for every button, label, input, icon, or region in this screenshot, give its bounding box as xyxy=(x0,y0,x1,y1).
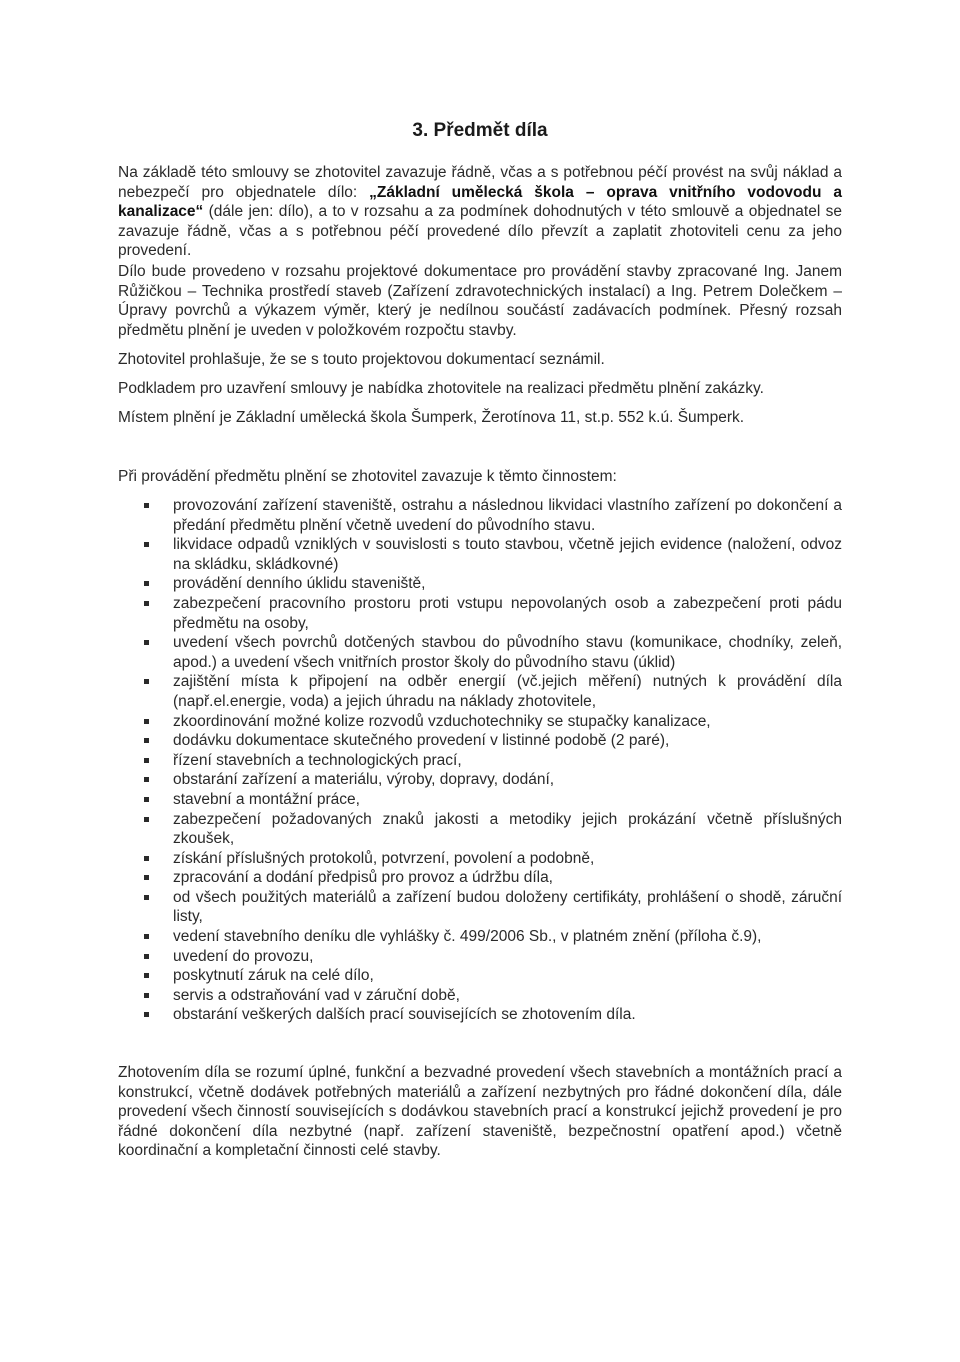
bullet-icon xyxy=(144,973,149,978)
declaration-paragraph: Zhotovitel prohlašuje, že se s touto projektovou dokumentací seznámil. xyxy=(118,351,605,368)
section-title: Předmět díla xyxy=(433,120,548,141)
list-item: provádění denního úklidu staveniště, xyxy=(118,574,842,594)
list-item: uvedení všech povrchů dotčených stavbou do původního stavu (komunikace, chodníky, zeleň, apod.) a uvedení všech vnitřních prostor školy do původního stavu (úklid) xyxy=(118,633,842,672)
bullet-icon xyxy=(144,503,149,508)
bullet-icon xyxy=(144,895,149,900)
list-item: provozování zařízení staveniště, ostrahu a následnou likvidaci vlastního zařízení po dokončení a předání předmětu plnění včetně uvedení do původního stavu. xyxy=(118,496,842,535)
list-item: získání příslušných protokolů, potvrzení, povolení a podobně, xyxy=(118,849,842,869)
bullet-icon xyxy=(144,856,149,861)
section-heading xyxy=(0,120,960,142)
closing-paragraph: Zhotovením díla se rozumí úplné, funkční a bezvadné provedení všech stavebních a montážních prací a konstrukcí, včetně dodávek potřebných materiálů a zařízení nezbytných pro řádné dokončení díla, dále provedení všech činností souvisejících s dodávkou stavebních prací a konstrukcí jejichž provedení je pro řádné dokončení díla nezbytné (např. zařízení staveniště, bezpečnostní opatření apod.) včetně koordinační a kompletační činnosti celé stavby. xyxy=(118,1064,842,1160)
bullet-icon xyxy=(144,581,149,586)
place-paragraph: Místem plnění je Základní umělecká škola Šumperk, Žerotínova 11, st.p. 552 k.ú. Šumperk. xyxy=(118,409,745,426)
intro-paragraph xyxy=(118,163,842,261)
activities-intro: Při provádění předmětu plnění se zhotovitel zavazuje k těmto činnostem: xyxy=(118,468,617,485)
bullet-icon xyxy=(144,817,149,822)
bullet-icon xyxy=(144,1012,149,1017)
list-item: servis a odstraňování vad v záruční době, xyxy=(118,986,842,1006)
list-item: zpracování a dodání předpisů pro provoz a údržbu díla, xyxy=(118,868,842,888)
intro-text-post: (dále jen: dílo), a to v rozsahu a za podmínek dohodnutých v této smlouvě a objednatel se zavazuje řádně, včas a s potřebnou péčí provedené dílo převzít a zaplatit zhotoviteli cenu za jeho provedení. xyxy=(118,203,842,260)
list-item: od všech použitých materiálů a zařízení budou doloženy certifikáty, prohlášení o shodě, záruční listy, xyxy=(118,888,842,927)
bullet-icon xyxy=(144,875,149,880)
list-item: poskytnutí záruk na celé dílo, xyxy=(118,966,842,986)
list-item: zabezpečení požadovaných znaků jakosti a metodiky jejich prokázání včetně příslušných zkoušek, xyxy=(118,810,842,849)
bullet-icon xyxy=(144,758,149,763)
list-item: obstarání zařízení a materiálu, výroby, dopravy, dodání, xyxy=(118,770,842,790)
intro-text-pre: Na základě této smlouvy se zhotovitel zavazuje řádně, včas a s potřebnou péčí provést na svůj náklad a nebezpečí pro objednatele dílo: xyxy=(118,164,842,201)
list-item: obstarání veškerých dalších prací souvisejících se zhotovením díla. xyxy=(118,1005,842,1025)
list-item: dodávku dokumentace skutečného provedení v listinné podobě (2 paré), xyxy=(118,731,842,751)
list-item: vedení stavebního deníku dle vyhlášky č. 499/2006 Sb., v platném znění (příloha č.9), xyxy=(118,927,842,947)
bullet-icon xyxy=(144,954,149,959)
bullet-icon xyxy=(144,777,149,782)
bullet-icon xyxy=(144,542,149,547)
section-number: 3. xyxy=(412,120,429,141)
bullet-icon xyxy=(144,993,149,998)
work-name: „Základní umělecká škola – oprava vnitřního vodovodu a kanalizace“ xyxy=(118,183,842,221)
list-item: řízení stavebních a technologických prací, xyxy=(118,751,842,771)
bullet-icon xyxy=(144,601,149,606)
list-item: zkoordinování možné kolize rozvodů vzduchotechniky se stupačky kanalizace, xyxy=(118,712,842,732)
list-item: uvedení do provozu, xyxy=(118,947,842,967)
bullet-icon xyxy=(144,719,149,724)
list-item: zajištění místa k připojení na odběr energií (vč.jejich měření) nutných k provádění díla (např.el.energie, voda) a jejich úhradu na náklady zhotovitele, xyxy=(118,672,842,711)
list-item: zabezpečení pracovního prostoru proti vstupu nepovolaných osob a zabezpečení proti pádu předmětu na osoby, xyxy=(118,594,842,633)
basis-paragraph: Podkladem pro uzavření smlouvy je nabídka zhotovitele na realizaci předmětu plnění zakázky. xyxy=(118,380,764,397)
activities-list xyxy=(118,496,842,1025)
bullet-icon xyxy=(144,797,149,802)
scope-paragraph: Dílo bude provedeno v rozsahu projektové dokumentace pro provádění stavby zpracované Ing. Janem Růžičkou – Technika prostředí staveb (Zařízení zdravotechnických instalací) a Ing. Petrem Dolečkem – Úpravy povrchů a výkazem výměr, který je nedílnou součástí zadávacích podmínek. Přesný rozsah předmětu plnění je uveden v položkovém rozpočtu stavby. xyxy=(118,263,842,339)
list-item: likvidace odpadů vzniklých v souvislosti s touto stavbou, včetně jejich evidence (naložení, odvoz na skládku, skládkovné) xyxy=(118,535,842,574)
list-item: stavební a montážní práce, xyxy=(118,790,842,810)
bullet-icon xyxy=(144,679,149,684)
bullet-icon xyxy=(144,738,149,743)
bullet-icon xyxy=(144,640,149,645)
bullet-icon xyxy=(144,934,149,939)
